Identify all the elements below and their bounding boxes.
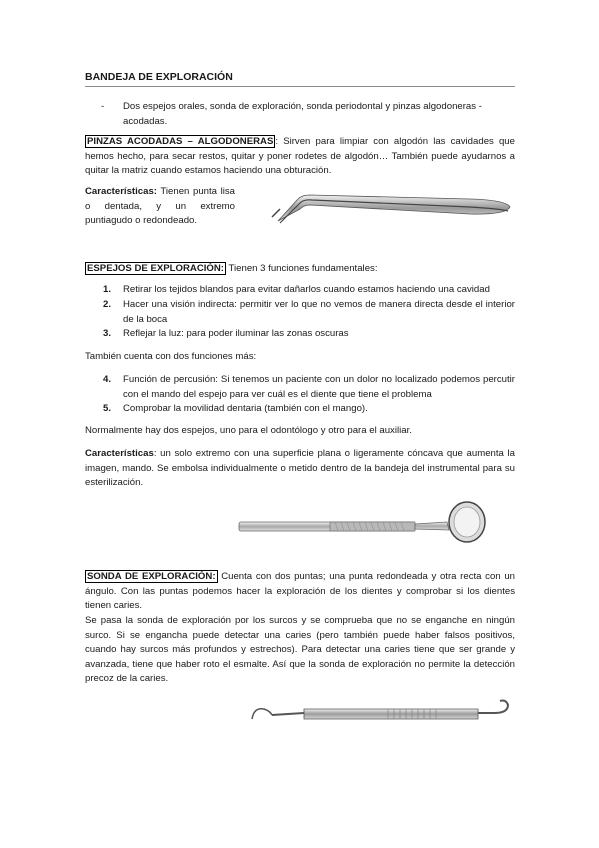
espejos-more-intro: También cuenta con dos funciones más: xyxy=(85,351,257,362)
sonda-text1: Cuenta con dos puntas; una punta redondeada y otra recta con un ángulo. Con las puntas podemos hacer la exploración de los dientes y comprobar si los dientes tienen caries. xyxy=(85,571,515,612)
espejos-features-label: Características xyxy=(85,448,154,459)
espejos-heading-line xyxy=(85,262,515,277)
list-item: Función de percusión: Si tenemos un paciente con un dolor no localizado podemos percutir con el mando del espejo para ver cuál es el diente que tiene el problema xyxy=(123,374,515,400)
pinzas-text: : Sirven para limpiar con algodón las cavidades que hemos hecho, para secar restos, quitar y poner rodetes de algodón… También puede ayudarnos a quitar la matriz cuando estamos haciendo una obturación. xyxy=(85,136,515,177)
espejos-features-text: : un solo extremo con una superficie plana o ligeramente cóncava que aumenta la imagen, mando. Se embolsa individualmente o metido dentro de la bandeja del instrumental para su esterilización. xyxy=(85,448,515,489)
pinzas-heading: PINZAS ACODADAS – ALGODONERAS xyxy=(87,136,274,147)
sonda-heading: SONDA DE EXPLORACIÓN: xyxy=(87,571,216,582)
list-item: Comprobar la movilidad dentaria (también con el mango). xyxy=(123,403,368,414)
espejo-image xyxy=(235,500,495,552)
list-number: 4. xyxy=(103,374,112,385)
pinzas-features xyxy=(85,185,235,229)
espejos-heading: ESPEJOS DE EXPLORACIÓN: xyxy=(87,263,225,274)
list-number: 2. xyxy=(103,299,112,310)
espejos-normally: Normalmente hay dos espejos, uno para el odontólogo y otro para el auxiliar. xyxy=(85,425,412,436)
espejos-features xyxy=(85,447,515,491)
list-item: Reflejar la luz: para poder iluminar las zonas oscuras xyxy=(123,328,349,339)
sonda-text2: Se pasa la sonda de exploración por los surcos y se comprueba que no se enganche en ningún surco. Si se engancha puede detectar una caries (pero también puede haber falsos positivos, cuando hay surcos más profundos y estrechos). Para detectar una caries tiene que ser grande y avanzada, tiene que haber roto el esmalte. Así que la sonda de exploración no permite la detección precoz de la caries. xyxy=(85,615,515,685)
pinzas-paragraph xyxy=(85,135,515,179)
list-number: 1. xyxy=(103,284,112,295)
list-number: 3. xyxy=(103,328,112,339)
list-number: 5. xyxy=(103,403,112,414)
intro-bullet-text: Dos espejos orales, sonda de exploración, sonda periodontal y pinzas algodoneras - acodadas. xyxy=(123,101,482,127)
sonda-paragraph xyxy=(85,570,515,614)
page-title: BANDEJA DE EXPLORACIÓN xyxy=(85,71,233,83)
bullet-dash: - xyxy=(101,101,105,112)
pinzas-image xyxy=(270,185,518,230)
list-item: Hacer una visión indirecta: permitir ver lo que no vemos de manera directa desde el interior de la boca xyxy=(123,299,515,325)
list-item: Retirar los tejidos blandos para evitar dañarlos cuando estamos haciendo una cavidad xyxy=(123,284,490,295)
sonda-image xyxy=(248,697,516,737)
espejos-intro: Tienen 3 funciones fundamentales: xyxy=(226,263,378,274)
pinzas-features-text: Tienen punta lisa o dentada, y un extremo puntiagudo o redondeado. xyxy=(85,186,235,227)
title-underline xyxy=(85,86,515,87)
pinzas-features-label: Características: xyxy=(85,186,157,197)
